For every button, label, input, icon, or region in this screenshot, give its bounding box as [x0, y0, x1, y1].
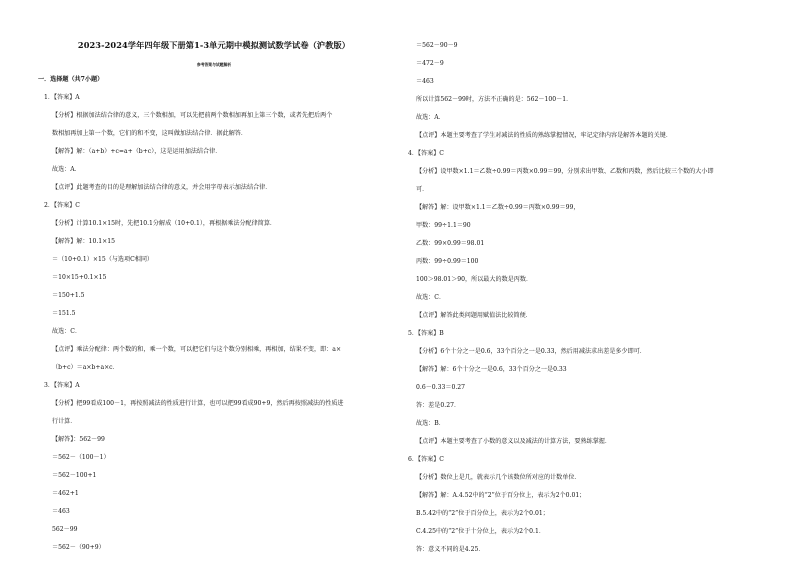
q3-step-2: ＝562－100+1 [52, 472, 97, 479]
document-title: 2023-2024学年四年级下册第1-3单元期中模拟测试数学试卷（沪教版） [77, 40, 351, 50]
q4-step-4: 100＞98.01＞90，所以最大的数是丙数． [416, 276, 533, 283]
q4-solution: 【解答】解：设甲数×1.1＝乙数÷0.99＝丙数×0.99＝99， [416, 204, 580, 211]
q3-step-4: ＝463 [52, 508, 70, 515]
q6-solution-a: 【解答】解：A.4.52中的“2”位于百分位上，表示为2个0.01； [416, 492, 586, 499]
q5-step-1: 0.6－0.33＝0.27 [416, 384, 466, 391]
q5-analysis: 【分析】6个十分之一是0.6，33个百分之一是0.33，然后用减法求出差是多少即可． [416, 348, 646, 355]
q6-analysis: 【分析】数位上是几，就表示几个该数位所对应的计数单位． [416, 474, 581, 481]
q3-alt-step-4: ＝463 [416, 78, 434, 85]
q2-analysis: 【分析】计算10.1×15时，先把10.1分解成（10+0.1），再根据乘法分配律简算． [52, 220, 277, 227]
q3-alt-step-2: ＝562－90－9 [416, 42, 458, 49]
q2-choice: 故选：C． [52, 328, 82, 335]
q3-alt-expression: 562－99 [52, 526, 78, 533]
q1-choice: 故选：A． [52, 166, 81, 173]
q3-step-3: ＝462+1 [52, 490, 79, 497]
q2-step-3: ＝150+1.5 [52, 292, 85, 299]
q3-comment: 【点评】本题主要考查了学生对减法的性质的熟练掌握情况，牢记定律内容是解答本题的关键． [416, 132, 672, 139]
q1-analysis-line-2: 数相加再加上第一个数，它们的和不变，这叫做加法结合律．据此解答． [52, 130, 247, 137]
q4-analysis-line-2: 可． [416, 186, 429, 193]
q4-step-3: 丙数：99÷0.99＝100 [416, 258, 479, 265]
q6-solution-b: B.5.42中的“2”位于百分位上，表示为2个0.01； [416, 510, 549, 517]
q5-comment: 【点评】本题主要考查了小数的意义以及减法的计算方法，要熟练掌握． [416, 438, 611, 445]
q4-comment: 【点评】解答此类问题用赋值法比较简便． [416, 312, 532, 319]
q5-answer-line: 答：差是0.27． [416, 402, 461, 409]
q2-comment-line-2: （b+c）＝a×b+a×c． [52, 364, 119, 371]
q2-solution: 【解答】解：10.1×15 [52, 238, 115, 245]
q3-analysis-line-1: 【分析】把99看成100－1，再按照减法的性质进行计算，也可以把99看成90+9，然后再按照减法的性质进 [52, 400, 344, 407]
q2-step-4: ＝151.5 [52, 310, 76, 317]
q4-analysis-line-1: 【分析】设甲数×1.1＝乙数÷0.99＝丙数×0.99＝99，分别求出甲数、乙数和丙数，然后比较三个数的大小即 [416, 168, 714, 175]
q3-conclusion: 所以计算562－99时，方法不正确的是：562－100－1． [416, 96, 573, 103]
question-1-answer: 1．【答案】A [44, 94, 80, 101]
q3-step-1: ＝562－（100－1） [52, 454, 110, 461]
question-3-answer: 3．【答案】A [44, 382, 80, 389]
question-5-answer: 5．【答案】B [408, 330, 444, 337]
q4-choice: 故选：C． [416, 294, 446, 301]
q3-alt-step-1: ＝562－（90+9） [52, 544, 105, 551]
q1-comment: 【点评】此题考查的目的是理解加法结合律的意义，并会用字母表示加法结合律． [52, 184, 272, 191]
q6-solution-c: C.4.25中的“2”位于十分位上，表示为2个0.1． [416, 528, 545, 535]
q3-analysis-line-2: 行计算． [52, 418, 77, 425]
q3-solution: 【解答】：562－99 [52, 436, 105, 443]
question-2-answer: 2．【答案】C [44, 202, 80, 209]
q2-step-1: ＝（10+0.1）×15（与选项C相同） [52, 256, 154, 263]
q3-choice: 故选：A． [416, 114, 445, 121]
q1-solution: 【解答】解：（a+b）+c=a+（b+c），这是运用加法结合律． [52, 148, 222, 155]
q1-analysis-line-1: 【分析】根据加法结合律的意义，三个数相加，可以先把前两个数相加再加上第三个数，或者先把后两个 [52, 112, 333, 119]
question-4-answer: 4．【答案】C [408, 150, 444, 157]
q5-solution: 【解答】解：6个十分之一是0.6，33个百分之一是0.33 [416, 366, 567, 373]
q3-alt-step-3: ＝472－9 [416, 60, 444, 67]
question-6-answer: 6．【答案】C [408, 456, 444, 463]
q2-step-2: ＝10×15+0.1×15 [52, 274, 107, 281]
q4-step-2: 乙数：99×0.99＝98.01 [416, 240, 485, 247]
q4-step-1: 甲数：99÷1.1＝90 [416, 222, 471, 229]
section-heading: 一．选择题（共7小题） [38, 76, 104, 83]
q6-answer-line: 答：意义不同的是4.25． [416, 546, 485, 553]
q5-choice: 故选：B． [416, 420, 445, 427]
q2-comment-line-1: 【点评】乘法分配律：两个数的和，乘一个数，可以把它们与这个数分别相乘，再相加，结果不变，即：a× [52, 346, 342, 353]
document-subtitle: 参考答案与试题解析 [196, 62, 232, 67]
